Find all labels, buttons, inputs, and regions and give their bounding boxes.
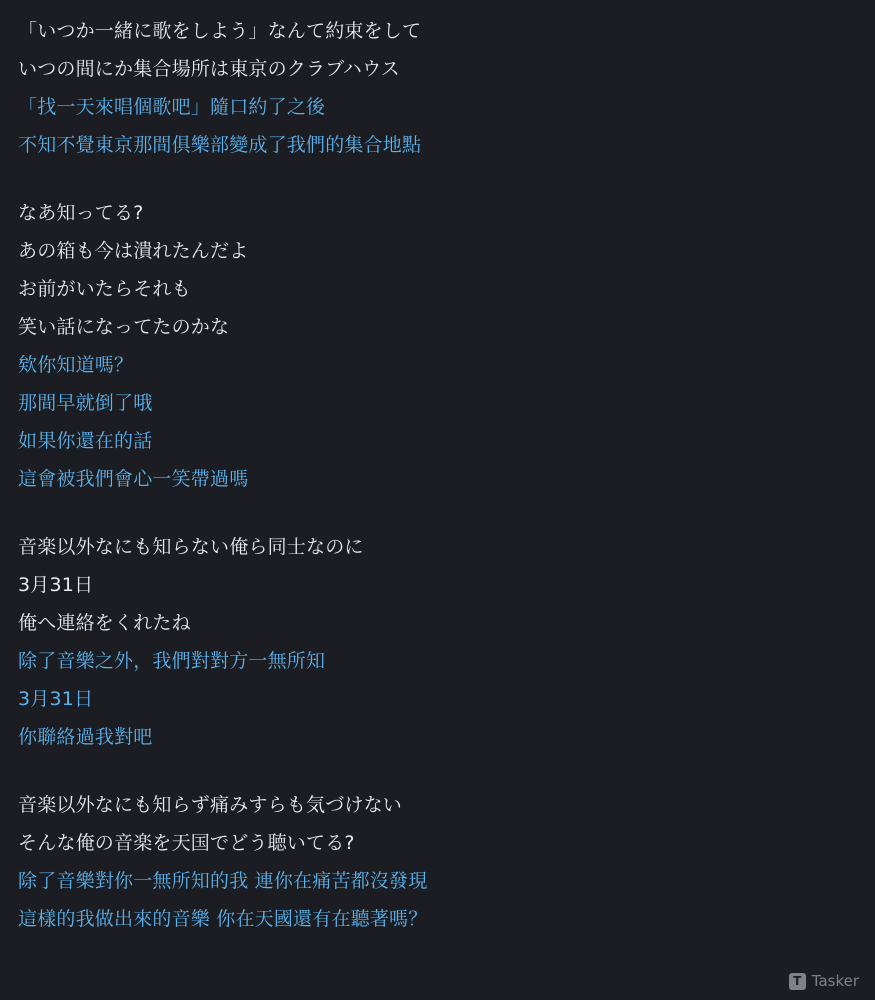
lyric-line-translation: 欸你知道嗎？ <box>18 354 134 376</box>
lyric-line-original: お前がいたらそれも <box>18 278 191 300</box>
lyric-line-original: 笑い話になってたのかな <box>18 316 230 338</box>
lyric-line-original: 俺へ連絡をくれたね <box>18 612 191 634</box>
lyric-line-original: いつの間にか集合場所は東京のクラブハウス <box>18 58 400 80</box>
lyric-block <box>18 194 875 498</box>
lyric-line-original: 3月31日 <box>18 574 94 596</box>
lyric-line-translation: 那間早就倒了哦 <box>18 392 153 414</box>
lyric-line-translation: 3月31日 <box>18 688 94 710</box>
tasker-logo-icon: T <box>789 973 806 990</box>
lyric-line-original: 「いつか一緒に歌をしよう」なんて約束をして <box>18 20 422 42</box>
lyric-line-translation: 除了音樂之外，我們對對方一無所知 <box>18 650 326 672</box>
lyric-line-translation: 不知不覺東京那間俱樂部變成了我們的集合地點 <box>18 134 422 156</box>
lyric-line-original: あの箱も今は潰れたんだよ <box>18 240 249 262</box>
lyric-line-translation: 這樣的我做出來的音樂 你在天國還有在聽著嗎？ <box>18 908 428 930</box>
lyric-line-translation: 「找一天來唱個歌吧」隨口約了之後 <box>18 96 326 118</box>
lyric-line-original: 音楽以外なにも知らない俺ら同士なのに <box>18 536 364 558</box>
lyric-line-translation: 如果你還在的話 <box>18 430 153 452</box>
lyric-block <box>18 12 875 164</box>
tasker-watermark <box>789 972 859 990</box>
lyric-line-translation: 除了音樂對你一無所知的我 連你在痛苦都沒發現 <box>18 870 428 892</box>
lyric-line-translation: 這會被我們會心一笑帶過嗎 <box>18 468 249 490</box>
lyric-line-original: そんな俺の音楽を天国でどう聴いてる? <box>18 832 355 854</box>
lyric-block <box>18 786 875 938</box>
lyric-line-original: 音楽以外なにも知らず痛みすらも気づけない <box>18 794 403 816</box>
lyric-line-original: なあ知ってる? <box>18 202 144 224</box>
lyric-block <box>18 528 875 756</box>
tasker-watermark-label: Tasker <box>811 972 859 990</box>
lyric-line-translation: 你聯絡過我對吧 <box>18 726 153 748</box>
